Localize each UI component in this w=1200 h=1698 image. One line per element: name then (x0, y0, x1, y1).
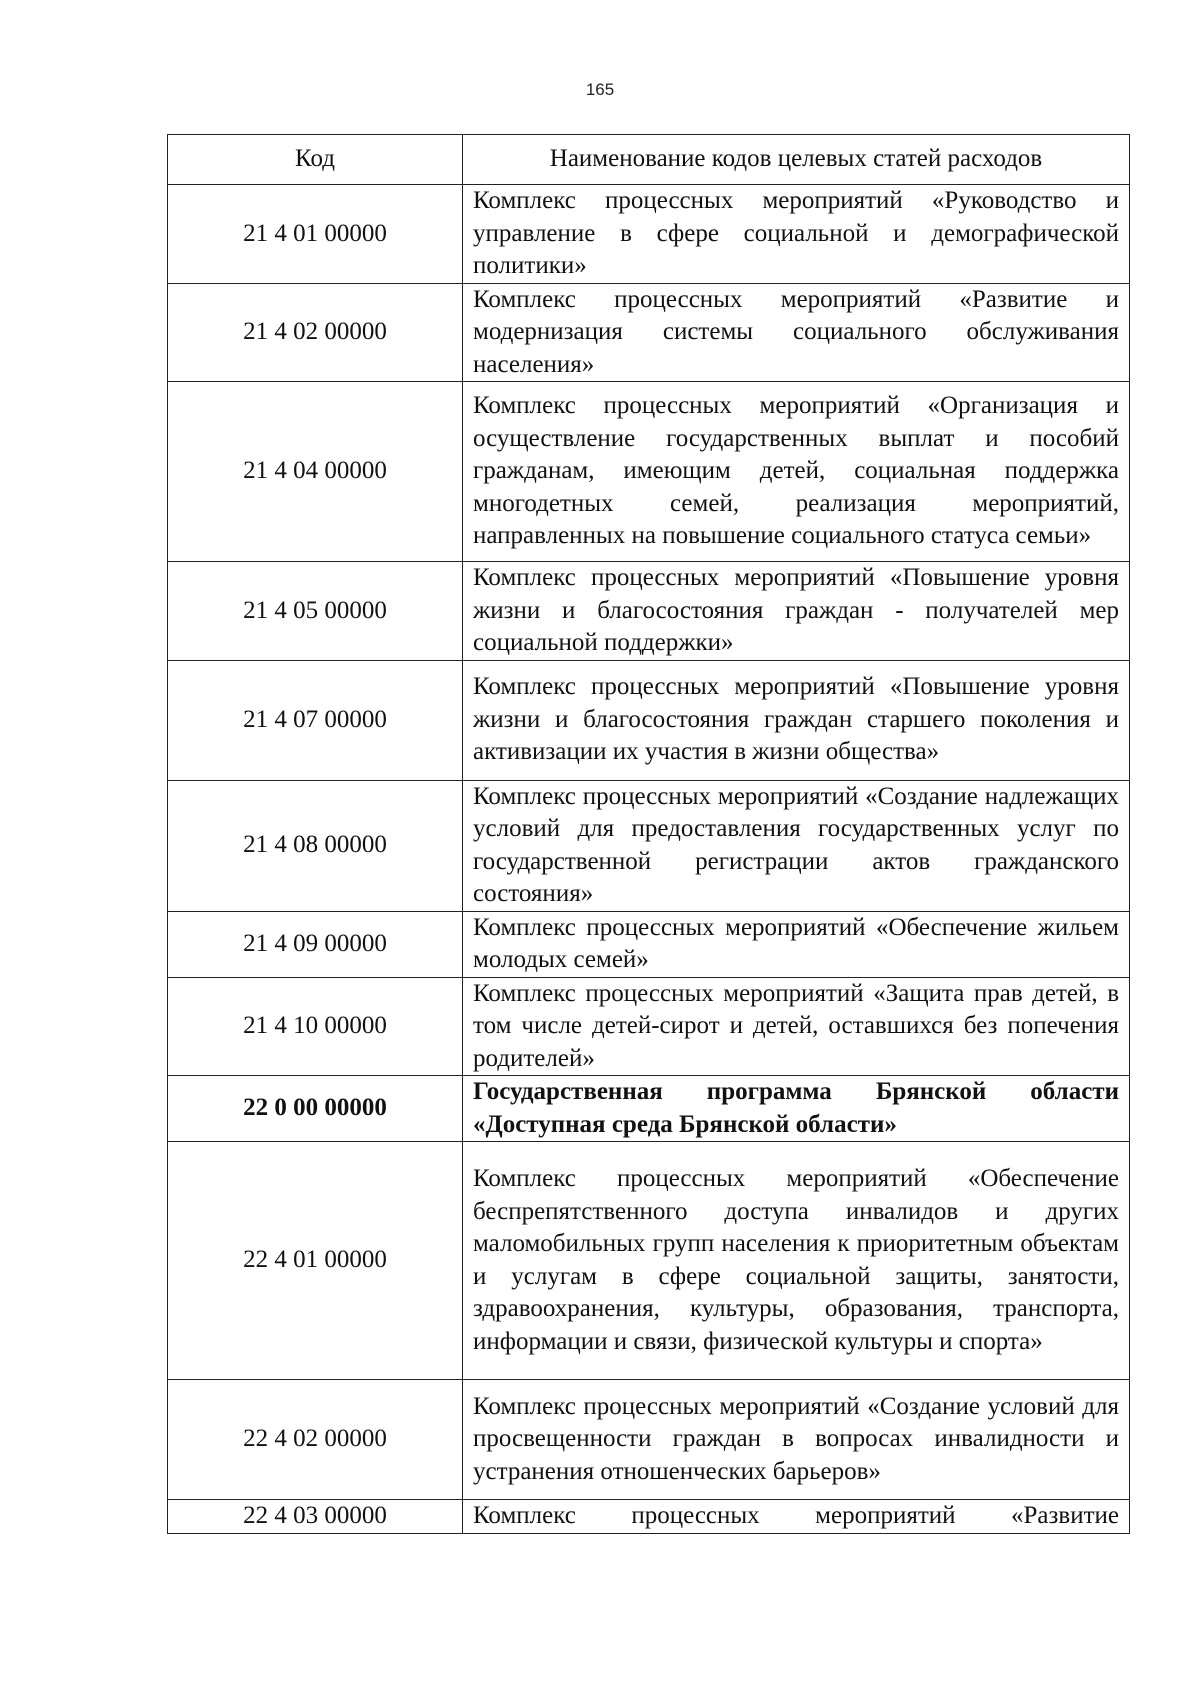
table-row (168, 977, 1130, 1076)
row-name: Комплекс процессных мероприятий «Организация и осуществление государственных выплат и пособий гражданам, имеющим детей, социальная поддержка многодетных семей, реализация мероприятий, направленных на повышение социального статуса семьи» (463, 382, 1130, 562)
row-code: 21 4 10 00000 (168, 977, 463, 1076)
table-row (168, 1380, 1130, 1500)
row-code: 21 4 05 00000 (168, 562, 463, 661)
row-name: Комплекс процессных мероприятий «Создание надлежащих условий для предоставления государственных услуг по государственной регистрации актов гражданского состояния» (463, 780, 1130, 911)
table-row (168, 382, 1130, 562)
table-row (168, 1142, 1130, 1380)
row-code: 21 4 08 00000 (168, 780, 463, 911)
row-code: 21 4 04 00000 (168, 382, 463, 562)
row-code: 22 4 01 00000 (168, 1142, 463, 1380)
row-name: Комплекс процессных мероприятий «Развитие и модернизация системы социального обслуживания населения» (463, 283, 1130, 382)
row-name: Государственная программа Брянской области «Доступная среда Брянской области» (463, 1076, 1130, 1142)
row-name: Комплекс процессных мероприятий «Руководство и управление в сфере социальной и демографической политики» (463, 185, 1130, 284)
table-row (168, 562, 1130, 661)
expense-codes-table (167, 134, 1130, 1534)
name-column-header: Наименование кодов целевых статей расходов (463, 135, 1130, 185)
code-column-header: Код (168, 135, 463, 185)
table-row (168, 1076, 1130, 1142)
table-row (168, 283, 1130, 382)
row-name: Комплекс процессных мероприятий «Обеспечение беспрепятственного доступа инвалидов и других маломобильных групп населения к приоритетным объектам и услугам в сфере социальной защиты, занятости, здравоохранения, культуры, образования, транспорта, информации и связи, физической культуры и спорта» (463, 1142, 1130, 1380)
row-code: 21 4 07 00000 (168, 660, 463, 780)
row-code: 21 4 09 00000 (168, 911, 463, 977)
table-row (168, 911, 1130, 977)
row-name: Комплекс процессных мероприятий «Обеспечение жильем молодых семей» (463, 911, 1130, 977)
row-name: Комплекс процессных мероприятий «Развитие (463, 1500, 1130, 1534)
table-row (168, 1500, 1130, 1534)
table-row (168, 185, 1130, 284)
table-row (168, 660, 1130, 780)
row-name: Комплекс процессных мероприятий «Повышение уровня жизни и благосостояния граждан старшего поколения и активизации их участия в жизни общества» (463, 660, 1130, 780)
row-name: Комплекс процессных мероприятий «Создание условий для просвещенности граждан в вопросах инвалидности и устранения отношенческих барьеров» (463, 1380, 1130, 1500)
table-row (168, 780, 1130, 911)
row-code: 21 4 01 00000 (168, 185, 463, 284)
table-header-row (168, 135, 1130, 185)
row-name: Комплекс процессных мероприятий «Повышение уровня жизни и благосостояния граждан - получателей мер социальной поддержки» (463, 562, 1130, 661)
row-code: 22 4 02 00000 (168, 1380, 463, 1500)
row-code: 21 4 02 00000 (168, 283, 463, 382)
row-code: 22 0 00 00000 (168, 1076, 463, 1142)
row-name: Комплекс процессных мероприятий «Защита прав детей, в том числе детей-сирот и детей, оставшихся без попечения родителей» (463, 977, 1130, 1076)
row-code: 22 4 03 00000 (168, 1500, 463, 1534)
page-number: 165 (585, 80, 615, 99)
